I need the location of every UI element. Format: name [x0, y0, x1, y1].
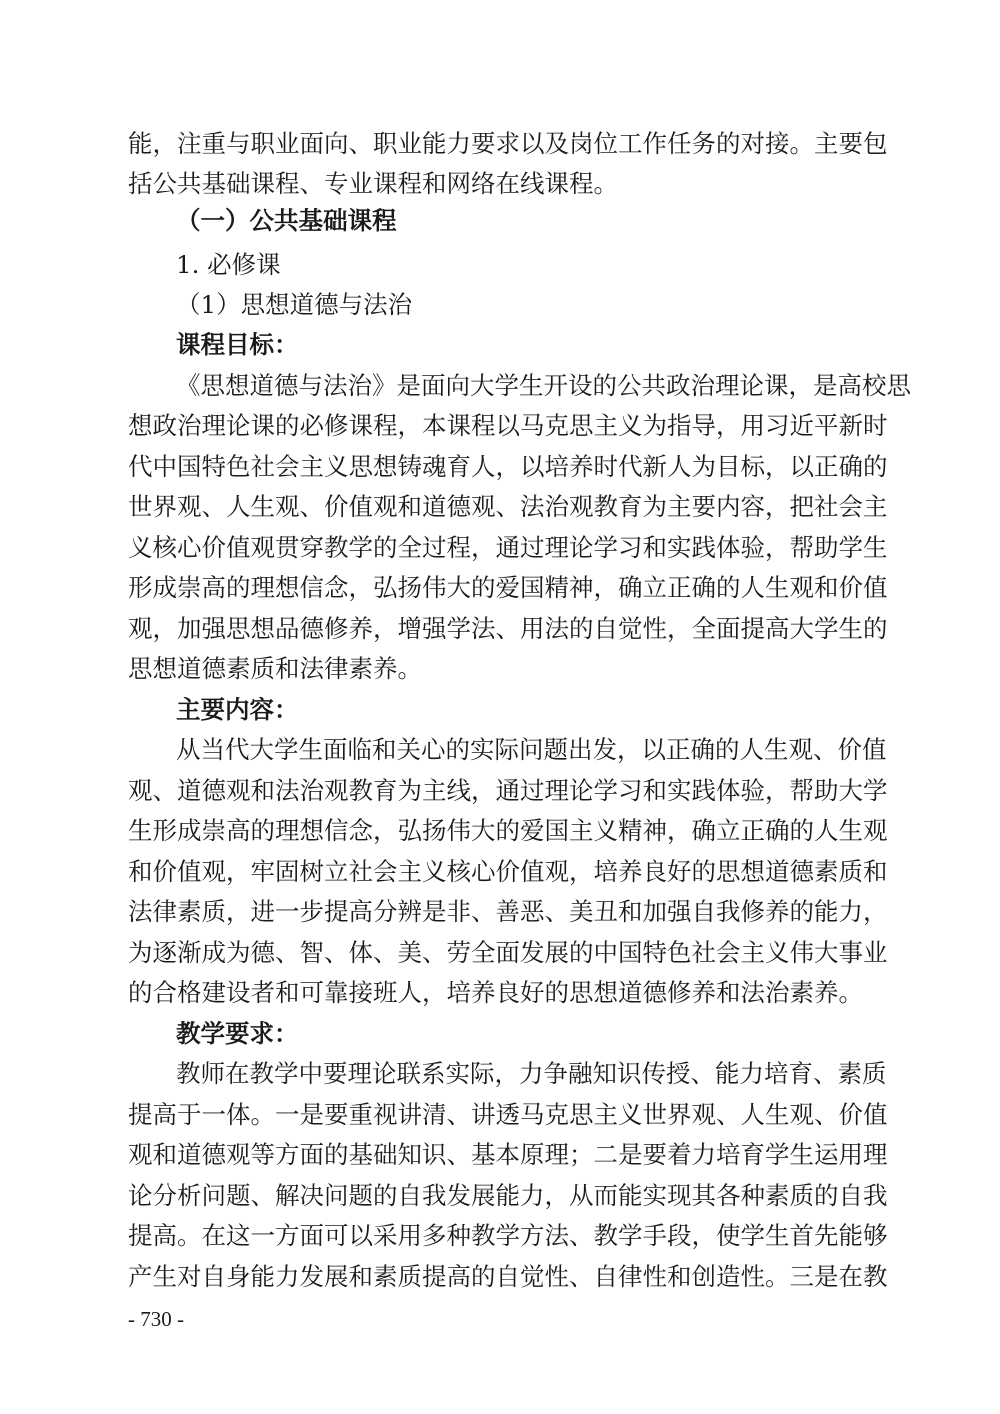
content-line-7: 的合格建设者和可靠接班人，培养良好的思想道德修养和法治素养。: [128, 978, 863, 1007]
content-line-3: 生形成崇高的理想信念，弘扬伟大的爱国主义精神，确立正确的人生观: [128, 816, 888, 845]
content-line-6: 为逐渐成为德、智、体、美、劳全面发展的中国特色社会主义伟大事业: [128, 938, 888, 967]
section-heading: （一）公共基础课程: [176, 206, 397, 235]
requirements-line-2: 提高于一体。一是要重视讲清、讲透马克思主义世界观、人生观、价值: [128, 1100, 888, 1129]
goals-line-3: 代中国特色社会主义思想铸魂育人，以培养时代新人为目标，以正确的: [128, 452, 888, 481]
requirements-line-5: 提高。在这一方面可以采用多种教学方法、教学手段，使学生首先能够: [128, 1221, 888, 1250]
goals-line-4: 世界观、人生观、价值观和道德观、法治观教育为主要内容，把社会主: [128, 492, 888, 521]
goals-line-7: 观，加强思想品德修养，增强学法、用法的自觉性，全面提高大学生的: [128, 614, 888, 643]
intro-line-1: 能，注重与职业面向、职业能力要求以及岗位工作任务的对接。主要包: [128, 129, 888, 158]
course-title: （1）思想道德与法治: [176, 290, 413, 319]
requirements-line-3: 观和道德观等方面的基础知识、基本原理；二是要着力培育学生运用理: [128, 1140, 888, 1169]
goals-line-6: 形成崇高的理想信念，弘扬伟大的爱国精神，确立正确的人生观和价值: [128, 573, 888, 602]
content-line-2: 观、道德观和法治观教育为主线，通过理论学习和实践体验，帮助大学: [128, 776, 888, 805]
intro-line-2: 括公共基础课程、专业课程和网络在线课程。: [128, 169, 618, 198]
content-line-4: 和价值观，牢固树立社会主义核心价值观，培养良好的思想道德素质和: [128, 857, 888, 886]
subsection-heading: 1. 必修课: [176, 250, 281, 279]
goals-line-1: 《思想道德与法治》是面向大学生开设的公共政治理论课，是高校思: [176, 371, 911, 400]
page-number: - 730 -: [128, 1307, 184, 1331]
content-line-5: 法律素质，进一步提高分辨是非、善恶、美丑和加强自我修养的能力，: [128, 897, 888, 926]
goals-line-2: 想政治理论课的必修课程，本课程以马克思主义为指导，用习近平新时: [128, 411, 888, 440]
requirements-line-6: 产生对自身能力发展和素质提高的自觉性、自律性和创造性。三是在教: [128, 1262, 888, 1291]
goals-line-8: 思想道德素质和法律素养。: [128, 654, 422, 683]
requirements-label: 教学要求：: [176, 1019, 299, 1048]
requirements-line-4: 论分析问题、解决问题的自我发展能力，从而能实现其各种素质的自我: [128, 1181, 888, 1210]
goals-line-5: 义核心价值观贯穿教学的全过程，通过理论学习和实践体验，帮助学生: [128, 533, 888, 562]
goals-label: 课程目标：: [176, 330, 299, 359]
content-label: 主要内容：: [176, 695, 299, 724]
content-line-1: 从当代大学生面临和关心的实际问题出发，以正确的人生观、价值: [176, 735, 887, 764]
requirements-line-1: 教师在教学中要理论联系实际，力争融知识传授、能力培育、素质: [176, 1059, 887, 1088]
